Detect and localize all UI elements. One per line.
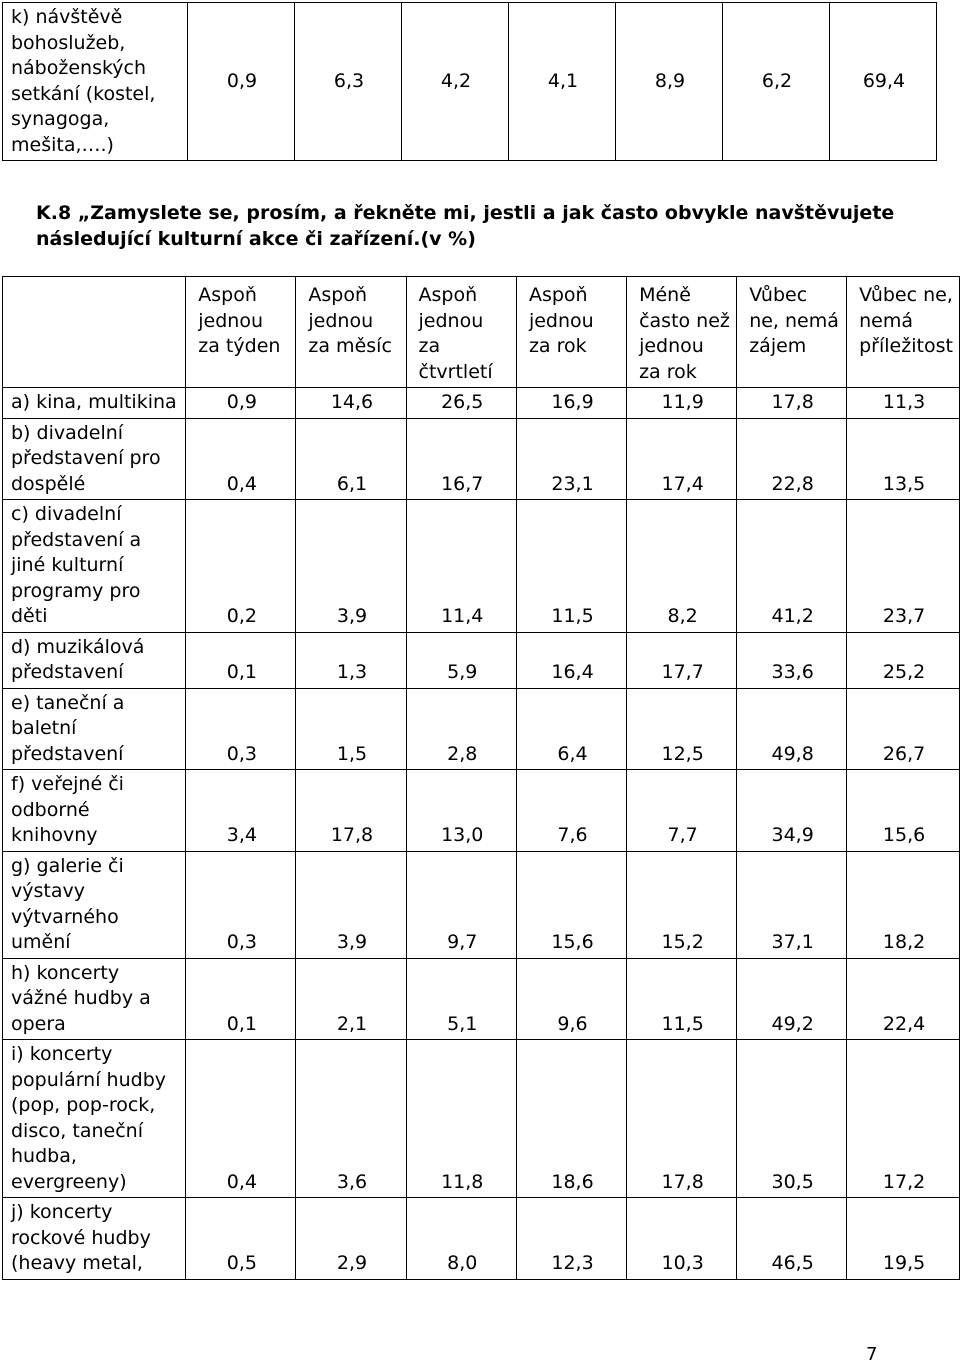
cell-value: 3,9	[296, 851, 406, 958]
cell-value: 11,3	[847, 388, 960, 419]
row-label: h) koncerty vážné hudby a opera	[3, 958, 186, 1040]
cell-value: 11,5	[627, 958, 737, 1040]
cell-value: 6,1	[296, 418, 406, 500]
cell-value: 14,6	[296, 388, 406, 419]
row-label: d) muzikálová představení	[3, 632, 186, 688]
cell-value: 2,1	[296, 958, 406, 1040]
previous-table-fragment	[2, 2, 937, 161]
cell-value: 49,2	[737, 958, 847, 1040]
cell-value: 0,9	[186, 388, 296, 419]
cell-value: 2,9	[296, 1198, 406, 1280]
column-header: Vůbec ne, nemá zájem	[737, 277, 847, 388]
cell-value: 3,4	[186, 770, 296, 852]
cell-value: 15,6	[847, 770, 960, 852]
cell-value: 37,1	[737, 851, 847, 958]
cell-value: 46,5	[737, 1198, 847, 1280]
cell-value: 10,3	[627, 1198, 737, 1280]
cell-value: 23,1	[516, 418, 626, 500]
table-row	[3, 418, 960, 500]
cell-value: 15,2	[627, 851, 737, 958]
cell-value: 0,3	[186, 688, 296, 770]
table-row	[3, 770, 960, 852]
page-number: 7	[866, 1344, 878, 1365]
column-header: Aspoň jednou za čtvrtletí	[406, 277, 516, 388]
table-row	[3, 3, 937, 161]
row-label: k) návštěvě bohoslužeb, náboženských setkání (kostel, synagoga, mešita,….)	[3, 3, 188, 161]
row-label: a) kina, multikina	[3, 388, 186, 419]
table-row	[3, 388, 960, 419]
question-text: „Zamyslete se, prosím, a řekněte mi, jestli a jak často obvykle navštěvujete následující kulturní akce či zařízení.	[36, 202, 895, 250]
cell-value: 25,2	[847, 632, 960, 688]
cell-value: 4,1	[509, 3, 616, 161]
cell-value: 8,9	[616, 3, 723, 161]
cell-value: 1,5	[296, 688, 406, 770]
cell-value: 11,8	[406, 1040, 516, 1198]
column-header: Aspoň jednou za měsíc	[296, 277, 406, 388]
cell-value: 12,5	[627, 688, 737, 770]
table-row	[3, 1198, 960, 1280]
question-number: K.8	[36, 202, 72, 224]
table-row	[3, 688, 960, 770]
column-header: Vůbec ne, nemá příležitost	[847, 277, 960, 388]
cell-value: 9,6	[516, 958, 626, 1040]
frequency-table	[2, 276, 960, 1280]
cell-value: 11,9	[627, 388, 737, 419]
cell-value: 5,9	[406, 632, 516, 688]
cell-value: 17,8	[627, 1040, 737, 1198]
column-header: Aspoň jednou za rok	[516, 277, 626, 388]
cell-value: 0,1	[186, 958, 296, 1040]
cell-value: 6,4	[516, 688, 626, 770]
cell-value: 26,7	[847, 688, 960, 770]
question-unit: (v %)	[420, 228, 476, 250]
cell-value: 16,7	[406, 418, 516, 500]
row-label: f) veřejné či odborné knihovny	[3, 770, 186, 852]
table-row	[3, 958, 960, 1040]
cell-value: 8,0	[406, 1198, 516, 1280]
cell-value: 4,2	[402, 3, 509, 161]
cell-value: 17,2	[847, 1040, 960, 1198]
table-row	[3, 632, 960, 688]
header-row	[3, 277, 960, 388]
cell-value: 8,2	[627, 500, 737, 633]
column-header: Méně často než jednou za rok	[627, 277, 737, 388]
cell-value: 11,5	[516, 500, 626, 633]
cell-value: 6,2	[723, 3, 830, 161]
cell-value: 69,4	[830, 3, 937, 161]
cell-value: 5,1	[406, 958, 516, 1040]
cell-value: 7,7	[627, 770, 737, 852]
cell-value: 9,7	[406, 851, 516, 958]
cell-value: 41,2	[737, 500, 847, 633]
cell-value: 18,2	[847, 851, 960, 958]
header-empty-cell	[3, 277, 186, 388]
row-label: c) divadelní představení a jiné kulturní programy pro děti	[3, 500, 186, 633]
cell-value: 11,4	[406, 500, 516, 633]
cell-value: 34,9	[737, 770, 847, 852]
cell-value: 17,8	[296, 770, 406, 852]
cell-value: 12,3	[516, 1198, 626, 1280]
cell-value: 0,1	[186, 632, 296, 688]
cell-value: 17,4	[627, 418, 737, 500]
cell-value: 15,6	[516, 851, 626, 958]
cell-value: 13,5	[847, 418, 960, 500]
cell-value: 30,5	[737, 1040, 847, 1198]
table-row	[3, 1040, 960, 1198]
column-header: Aspoň jednou za týden	[186, 277, 296, 388]
cell-value: 13,0	[406, 770, 516, 852]
cell-value: 22,8	[737, 418, 847, 500]
cell-value: 1,3	[296, 632, 406, 688]
table-row	[3, 500, 960, 633]
cell-value: 17,7	[627, 632, 737, 688]
cell-value: 16,9	[516, 388, 626, 419]
table-body	[3, 388, 960, 1280]
cell-value: 6,3	[295, 3, 402, 161]
cell-value: 18,6	[516, 1040, 626, 1198]
cell-value: 0,2	[186, 500, 296, 633]
cell-value: 17,8	[737, 388, 847, 419]
cell-value: 23,7	[847, 500, 960, 633]
row-label: j) koncerty rockové hudby (heavy metal,	[3, 1198, 186, 1280]
table-row	[3, 851, 960, 958]
row-label: b) divadelní představení pro dospělé	[3, 418, 186, 500]
cell-value: 0,5	[186, 1198, 296, 1280]
cell-value: 49,8	[737, 688, 847, 770]
cell-value: 26,5	[406, 388, 516, 419]
cell-value: 0,4	[186, 1040, 296, 1198]
row-label: i) koncerty populární hudby (pop, pop-rock, disco, taneční hudba, evergreeny)	[3, 1040, 186, 1198]
cell-value: 33,6	[737, 632, 847, 688]
cell-value: 16,4	[516, 632, 626, 688]
cell-value: 2,8	[406, 688, 516, 770]
cell-value: 19,5	[847, 1198, 960, 1280]
row-label: e) taneční a baletní představení	[3, 688, 186, 770]
cell-value: 0,3	[186, 851, 296, 958]
cell-value: 3,6	[296, 1040, 406, 1198]
question-heading	[36, 200, 916, 252]
cell-value: 3,9	[296, 500, 406, 633]
cell-value: 0,4	[186, 418, 296, 500]
cell-value: 0,9	[188, 3, 295, 161]
cell-value: 7,6	[516, 770, 626, 852]
row-label: g) galerie či výstavy výtvarného umění	[3, 851, 186, 958]
cell-value: 22,4	[847, 958, 960, 1040]
